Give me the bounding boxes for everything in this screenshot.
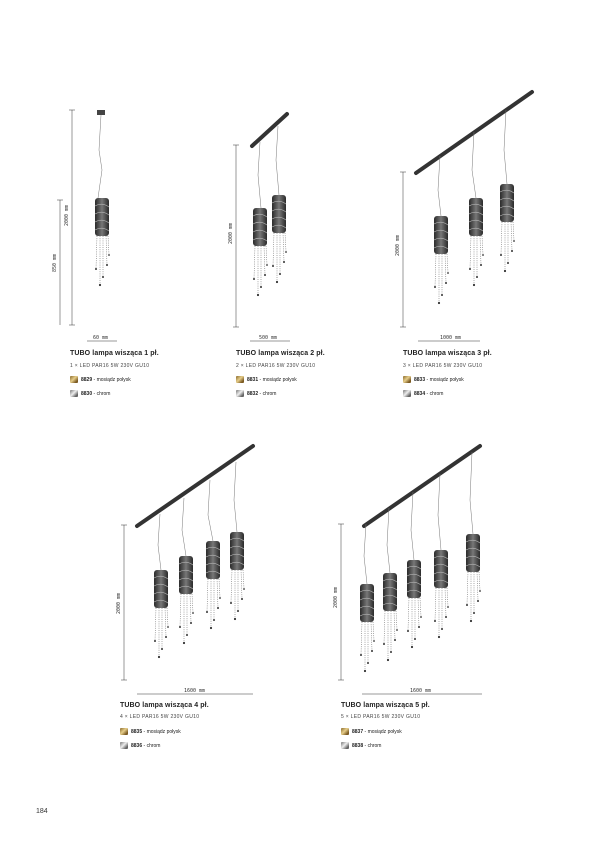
variant-finish: - chrom bbox=[92, 390, 111, 397]
variant-code: 8834 bbox=[414, 390, 426, 397]
page-number: 184 bbox=[36, 808, 48, 815]
brass-swatch-icon bbox=[403, 376, 411, 383]
lamp-drawing-4 bbox=[121, 446, 253, 694]
variant-code: 8837 bbox=[352, 728, 364, 735]
variant-row-8834 bbox=[403, 390, 443, 397]
variant-row-8833 bbox=[403, 376, 464, 383]
variant-code: 8833 bbox=[414, 376, 426, 383]
variant-code: 8832 bbox=[247, 390, 259, 397]
variant-code: 8836 bbox=[131, 742, 143, 749]
width-label-2: 500 mm bbox=[259, 335, 278, 341]
product-spec-3: 3 × LED PAR16 5W 230V GU10 bbox=[403, 363, 483, 369]
chrome-swatch-icon bbox=[403, 390, 411, 397]
variant-finish: - mosiądz połysk bbox=[142, 728, 181, 735]
height-label-4: 2000 mm bbox=[116, 592, 122, 614]
variant-code: 8829 bbox=[81, 376, 93, 383]
variant-finish: - mosiądz połysk bbox=[425, 376, 464, 383]
chrome-swatch-icon bbox=[341, 742, 349, 749]
product-title-4: TUBO lampa wisząca 4 pł. bbox=[120, 702, 209, 709]
lamp-drawing-3 bbox=[400, 92, 532, 341]
variant-row-8835 bbox=[120, 728, 181, 735]
variant-finish: - mosiądz połysk bbox=[92, 376, 131, 383]
width-label-1: 60 mm bbox=[93, 335, 109, 341]
variant-finish: - chrom bbox=[258, 390, 277, 397]
variant-code: 8835 bbox=[131, 728, 143, 735]
product-title-1: TUBO lampa wisząca 1 pł. bbox=[70, 350, 159, 357]
variant-code: 8830 bbox=[81, 390, 93, 397]
width-label-4: 1600 mm bbox=[184, 688, 206, 694]
variant-row-8832 bbox=[236, 390, 276, 397]
variant-row-8836 bbox=[120, 742, 160, 749]
height-label-2: 2000 mm bbox=[228, 222, 234, 244]
variant-row-8831 bbox=[236, 376, 297, 383]
brass-swatch-icon bbox=[120, 728, 128, 735]
width-label-3: 1000 mm bbox=[440, 335, 462, 341]
brass-swatch-icon bbox=[341, 728, 349, 735]
variant-row-8829 bbox=[70, 376, 131, 383]
height-label-5: 2000 mm bbox=[333, 586, 339, 608]
height-label-1: 2000 mm bbox=[64, 204, 70, 226]
product-spec-1: 1 × LED PAR16 5W 230V GU10 bbox=[70, 363, 150, 369]
product-title-3: TUBO lampa wisząca 3 pł. bbox=[403, 350, 492, 357]
variant-finish: - chrom bbox=[142, 742, 161, 749]
product-title-2: TUBO lampa wisząca 2 pł. bbox=[236, 350, 325, 357]
product-spec-5: 5 × LED PAR16 5W 230V GU10 bbox=[341, 714, 421, 720]
second-height-label-1: 850 mm bbox=[52, 253, 58, 272]
variant-row-8837 bbox=[341, 728, 402, 735]
product-spec-4: 4 × LED PAR16 5W 230V GU10 bbox=[120, 714, 200, 720]
width-label-5: 1600 mm bbox=[410, 688, 432, 694]
variant-finish: - chrom bbox=[363, 742, 382, 749]
product-title-5: TUBO lampa wisząca 5 pł. bbox=[341, 702, 430, 709]
variant-finish: - mosiądz połysk bbox=[363, 728, 402, 735]
product-spec-2: 2 × LED PAR16 5W 230V GU10 bbox=[236, 363, 316, 369]
chrome-swatch-icon bbox=[70, 390, 78, 397]
variant-row-8838 bbox=[341, 742, 381, 749]
variant-finish: - chrom bbox=[425, 390, 444, 397]
variant-code: 8831 bbox=[247, 376, 259, 383]
chrome-swatch-icon bbox=[236, 390, 244, 397]
lamp-drawing-2 bbox=[233, 114, 290, 341]
brass-swatch-icon bbox=[70, 376, 78, 383]
variant-code: 8838 bbox=[352, 742, 364, 749]
brass-swatch-icon bbox=[236, 376, 244, 383]
lamp-drawing-5 bbox=[338, 446, 482, 694]
chrome-swatch-icon bbox=[120, 742, 128, 749]
variant-row-8830 bbox=[70, 390, 110, 397]
height-label-3: 2000 mm bbox=[395, 234, 401, 256]
variant-finish: - mosiądz połysk bbox=[258, 376, 297, 383]
